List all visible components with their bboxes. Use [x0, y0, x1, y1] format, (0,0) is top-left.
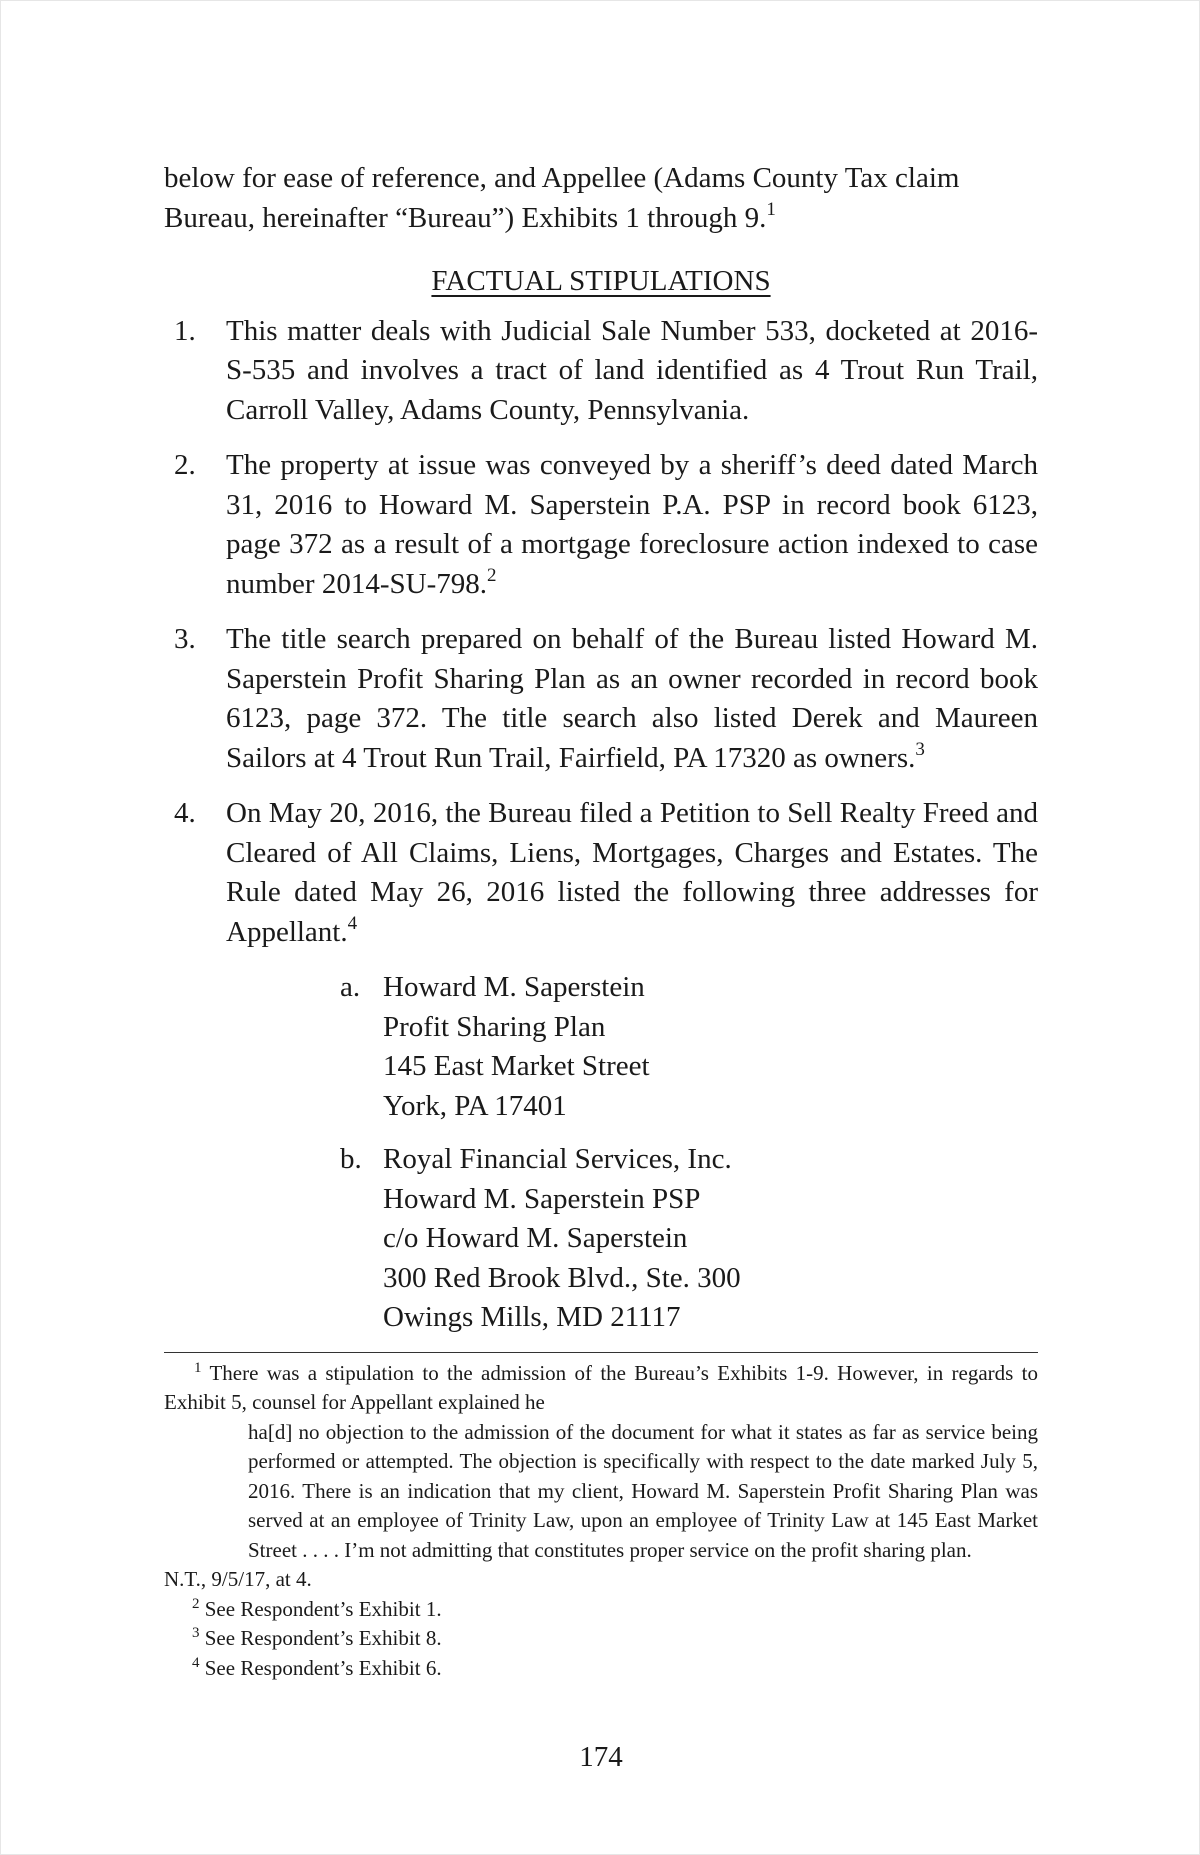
stipulation-number: 3.: [174, 623, 196, 655]
address-block: [164, 1140, 1038, 1338]
section-heading: FACTUAL STIPULATIONS: [431, 265, 771, 297]
footnote-ref-2: 2: [486, 564, 497, 586]
address-line: York, PA 17401: [383, 1089, 567, 1122]
stipulation-text: The title search prepared on behalf of the Bureau listed Howard M. Saperstein Profit Sharing Plan as an owner recorded in record book 6123, page 372. The title search also listed Derek and Maureen Sailors at 4 Trout Run Trail, Fairfield, PA 17320 as owners.: [226, 623, 1038, 774]
footnote-text: See Respondent’s Exhibit 6.: [204, 1655, 442, 1680]
address-line: 145 East Market Street: [383, 1050, 650, 1082]
footnote-ref-1: 1: [766, 198, 776, 220]
footnote-text: There was a stipulation to the admission of the Bureau’s Exhibits 1-9. However, in regards to Exhibit 5, counsel for Appellant explained he: [164, 1360, 1038, 1414]
address-line: Profit Sharing Plan: [383, 1010, 606, 1043]
stipulation-text: On May 20, 2016, the Bureau filed a Petition to Sell Realty Freed and Cleared of All Claims, Liens, Mortgages, Charges and Estates. The Rule dated May 26, 2016 listed the following three addresses for Appellant.: [226, 797, 1038, 948]
address-line: Howard M. Saperstein PSP: [383, 1182, 701, 1215]
footnote-divider: [164, 1352, 1038, 1353]
address-block: [164, 968, 1038, 1126]
footnote-ref-3: 3: [915, 738, 925, 760]
stipulation-text: This matter deals with Judicial Sale Number 533, docketed at 2016-S-535 and involves a tract of land identified as 4 Trout Run Trail, Carroll Valley, Adams County, Pennsylvania.: [226, 314, 1038, 426]
address-letter: a.: [340, 971, 361, 1003]
address-line: Royal Financial Services, Inc.: [383, 1143, 732, 1175]
text-column: [164, 159, 1038, 1683]
footnote-number: 2: [192, 1595, 200, 1612]
address-line: c/o Howard M. Saperstein: [383, 1222, 688, 1254]
stipulation-number: 2.: [174, 449, 196, 481]
footnote-number: 3: [192, 1625, 200, 1641]
address-line: Howard M. Saperstein: [383, 971, 645, 1003]
stipulations-list: [164, 302, 1038, 953]
intro-paragraph: [164, 159, 1038, 238]
footnote-3: [164, 1624, 1038, 1654]
footnotes: [164, 1359, 1038, 1684]
address-letter: b.: [340, 1143, 362, 1175]
footnote-ref-4: 4: [347, 912, 358, 934]
intro-text: below for ease of reference, and Appellee (Adams County Tax claim Bureau, hereinafter “Bureau”) Exhibits 1 through 9.: [164, 162, 960, 234]
page-number: 174: [579, 1741, 623, 1773]
stipulation-text: The property at issue was conveyed by a sheriff’s deed dated March 31, 2016 to Howard M. Saperstein P.A. PSP in record book 6123, page 372 as a result of a mortgage foreclosure action indexed to case number 2014-SU-798.: [226, 449, 1038, 600]
footnote-4: [164, 1654, 1038, 1684]
address-list: [164, 968, 1038, 1338]
footnote-citation: N.T., 9/5/17, at 4.: [164, 1567, 312, 1591]
footnote-text: See Respondent’s Exhibit 8.: [204, 1626, 442, 1650]
footnote-2: [164, 1595, 1038, 1625]
stipulation-number: 1.: [174, 314, 196, 347]
footnote-1: [164, 1359, 1038, 1418]
stipulation-item: [164, 312, 1038, 431]
stipulation-number: 4.: [174, 797, 196, 829]
stipulation-item: [164, 794, 1038, 952]
stipulation-item: [164, 446, 1038, 604]
footnote-text: See Respondent’s Exhibit 1.: [204, 1596, 442, 1621]
footnote-number: 1: [194, 1359, 202, 1376]
footnote-quote: ha[d] no objection to the admission of the document for what it states as far as service being performed or attempted. The objection is specifically with respect to the date marked July 5, 2016. There is an indication that my client, Howard M. Saperstein Profit Sharing Plan was served at an employee of Trinity Law, upon an employee of Trinity Law at 145 East Market Street . . . . I’m not admitting that constitutes proper service on the profit sharing plan.: [248, 1419, 1038, 1562]
stipulation-item: [164, 620, 1038, 778]
address-line: Owings Mills, MD 21117: [383, 1301, 681, 1333]
address-line: 300 Red Brook Blvd., Ste. 300: [383, 1261, 741, 1294]
footnote-number: 4: [192, 1654, 200, 1671]
